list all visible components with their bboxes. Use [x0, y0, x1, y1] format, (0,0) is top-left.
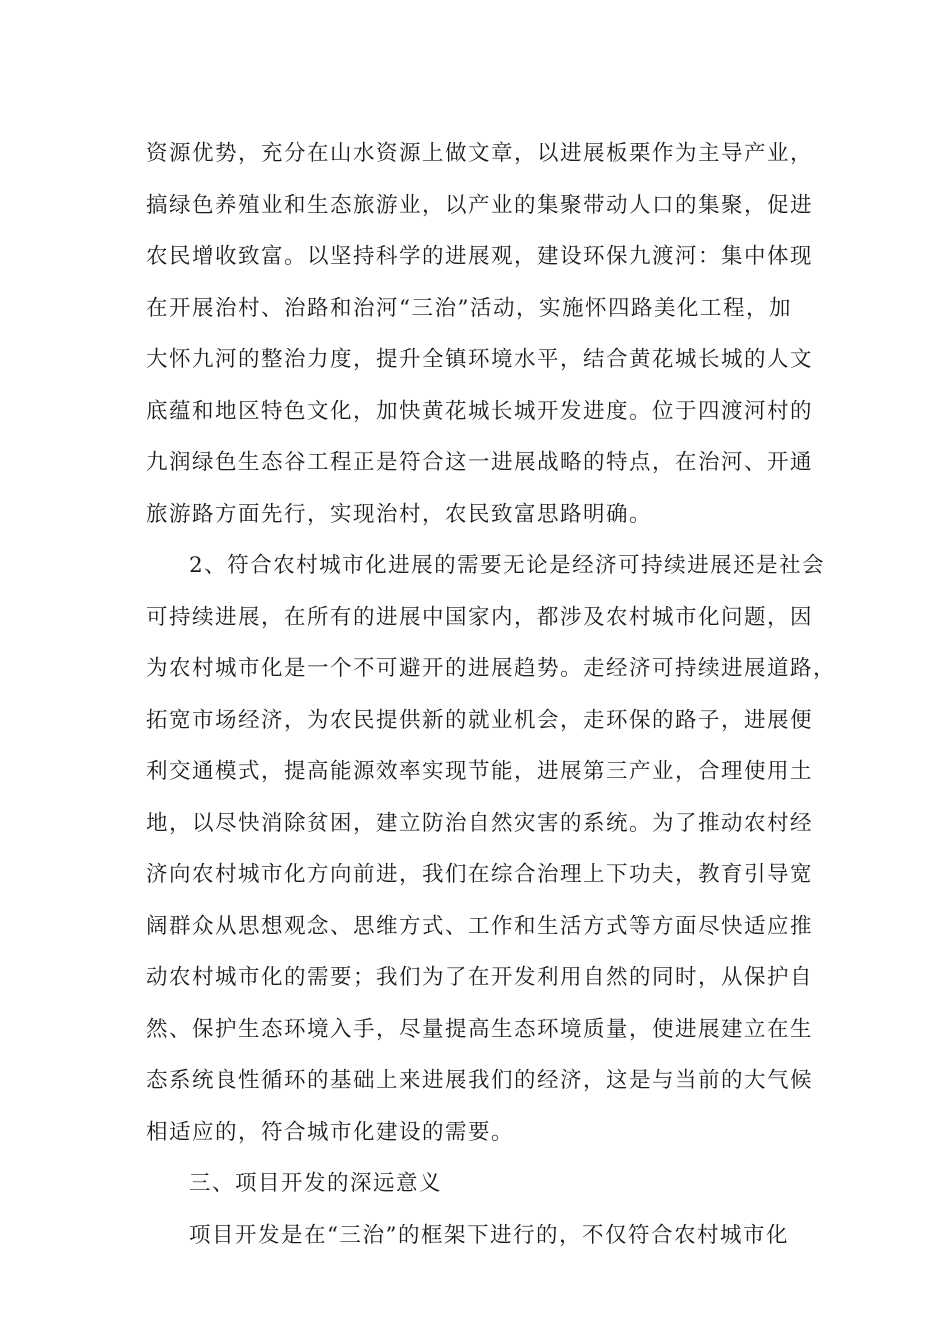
paragraph-1 [146, 128, 822, 540]
paragraph-2 [146, 540, 837, 1158]
paragraph-line: 动农村城市化的需要；我们为了在开发利用自然的同时，从保护自 [146, 965, 814, 990]
paragraph-line: 2、符合农村城市化进展的需要无论是经济可持续进展还是社会 [189, 553, 826, 578]
paragraph-3 [146, 1210, 822, 1262]
paragraph-line: 旅游路方面先行，实现治村，农民致富思路明确。 [146, 501, 653, 527]
paragraph-line: 济向农村城市化方向前进，我们在综合治理上下功夫，教育引导宽 [146, 862, 814, 887]
section-heading: 三、项目开发的深远意义 [189, 1171, 443, 1196]
paragraph-line: 资源优势，充分在山水资源上做文章，以进展板栗作为主导产业， [146, 141, 814, 166]
paragraph-line: 地，以尽快消除贫困，建立防治自然灾害的系统。为了推动农村经 [146, 810, 814, 836]
paragraph-line: 相适应的，符合城市化建设的需要。 [146, 1119, 515, 1145]
paragraph-line: 然、保护生态环境入手，尽量提高生态环境质量，使进展建立在生 [146, 1016, 814, 1042]
paragraph-line: 拓宽市场经济，为农民提供新的就业机会，走环保的路子，进展便 [146, 707, 814, 733]
paragraph-line: 大怀九河的整治力度，提升全镇环境水平，结合黄花城长城的人文 [146, 347, 814, 372]
paragraph-line: 可持续进展，在所有的进展中国家内，都涉及农村城市化问题，因 [146, 604, 814, 630]
paragraph-line: 在开展治村、治路和治河“三治”活动，实施怀四路美化工程，加 [146, 295, 792, 321]
paragraph-line: 九润绿色生态谷工程正是符合这一进展战略的特点，在治河、开通 [146, 450, 814, 475]
paragraph-line: 利交通模式，提高能源效率实现节能，进展第三产业，合理使用土 [146, 759, 814, 784]
document-body [146, 128, 837, 1261]
paragraph-line: 底蕴和地区特色文化，加快黄花城长城开发进度。位于四渡河村的 [146, 398, 814, 424]
paragraph-line: 为农村城市化是一个不可避开的进展趋势。走经济可持续进展道路， [146, 656, 837, 681]
paragraph-line: 态系统良性循环的基础上来进展我们的经济，这是与当前的大气候 [146, 1068, 814, 1093]
paragraph-line: 农民增收致富。以坚持科学的进展观，建设环保九渡河：集中体现 [146, 244, 814, 269]
paragraph-line: 搞绿色养殖业和生态旅游业，以产业的集聚带动人口的集聚，促进 [146, 192, 814, 218]
paragraph-line: 项目开发是在“三治”的框架下进行的，不仅符合农村城市化 [189, 1222, 789, 1248]
paragraph-line: 阔群众从思想观念、思维方式、工作和生活方式等方面尽快适应推 [146, 913, 814, 939]
